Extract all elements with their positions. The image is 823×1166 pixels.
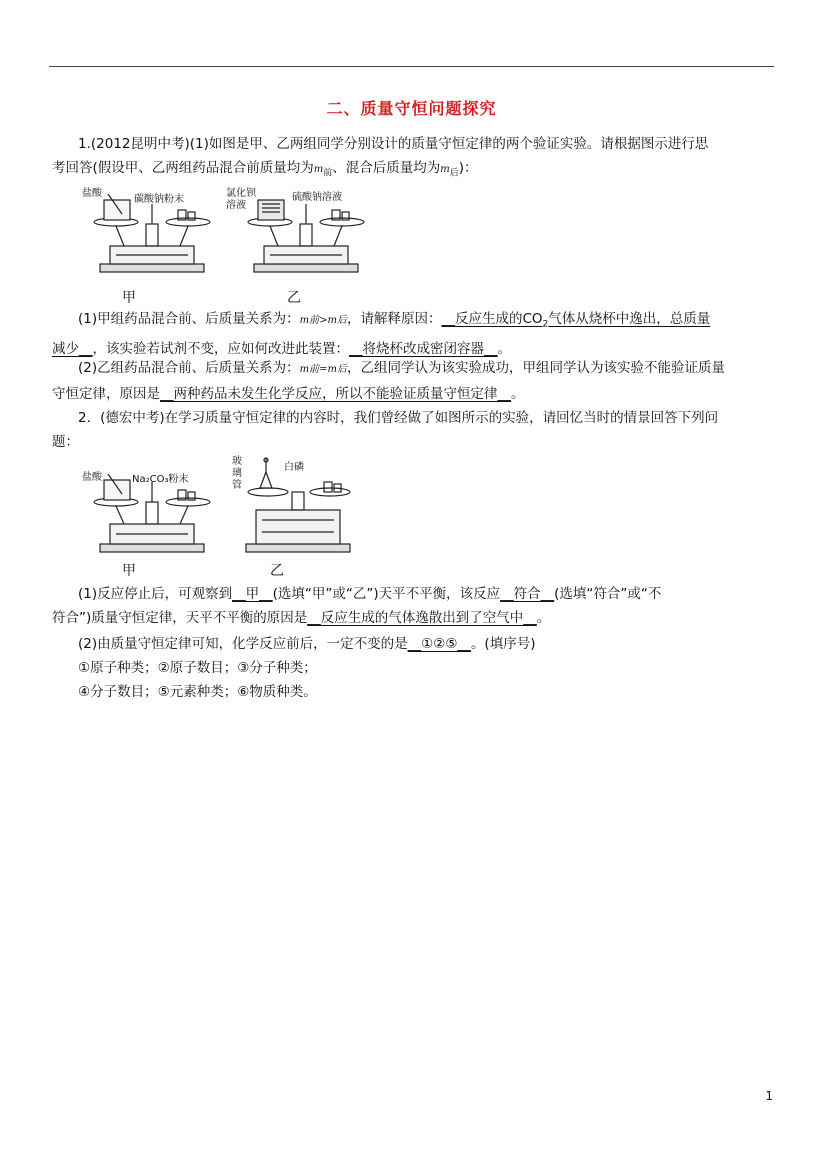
q2-part1-line1: (1)反应停止后，可观察到__甲__(选填“甲”或“乙”)天平不平衡，该反应__符合__(选填“符合”或“不 xyxy=(78,586,662,602)
q1-stem-line1: 1.(2012昆明中考)(1)如图是甲、乙两组同学分别设计的质量守恒定律的两个验证实验。请根据图示进行思 xyxy=(78,136,709,152)
q1-answer-cause: __两种药品未发生化学反应，所以不能验证质量守恒定律__ xyxy=(160,386,511,402)
yi2-label-phosphorus: 白磷 xyxy=(284,462,304,473)
page-number: 1 xyxy=(765,1089,773,1103)
q1-part1-line2: 减少__，该实验若试剂不变，应如何改进此装置：__将烧杯改成密闭容器__。 xyxy=(52,340,511,357)
q2-stem xyxy=(52,406,774,454)
balance-jia xyxy=(94,194,210,272)
q1-figure xyxy=(80,184,380,280)
q2-caption-yi: 乙 xyxy=(270,563,284,579)
q1-answer-reason: __反应生成的$CO_2$气体从烧杯中逸出，总质量 xyxy=(441,311,711,330)
q1-caption-yi: 乙 xyxy=(287,290,301,306)
q2-part2 xyxy=(52,632,774,704)
q1-part1-line1: (1)甲组药品混合前、后质量关系为：m前>m后，请解释原因：__反应生成的$CO_2$气体从烧杯中逸出，总质量 xyxy=(78,311,711,330)
q2-answer-conform: __符合__ xyxy=(500,586,555,602)
jia2-label-hcl: 盐酸 xyxy=(82,472,102,483)
header-rule xyxy=(49,66,774,67)
q1-stem-line2: 考回答(假设甲、乙两组药品混合前质量均为$m_前$、混合后质量均为$m_后$)： xyxy=(52,160,478,179)
q2-part2-line1: (2)由质量守恒定律可知，化学反应前后，一定不变的是__①②⑤__。(填序号) xyxy=(78,636,536,652)
q2-figure xyxy=(80,452,380,558)
q2-part1-line2: 符合”)质量守恒定律，天平不平衡的原因是__反应生成的气体逸散出到了空气中__。 xyxy=(52,610,551,626)
q2-answer-invariants: __①②⑤__ xyxy=(407,636,471,652)
q1-stem xyxy=(52,132,774,186)
jia-label-hcl: 盐酸 xyxy=(82,188,102,199)
balance-yi xyxy=(248,200,364,272)
balance-jia-2 xyxy=(94,474,210,552)
yi-label-na2so4: 硫酸钠溶液 xyxy=(292,192,342,203)
yi-label-solution: 溶液 xyxy=(226,200,246,211)
q2-stem-line2: 题： xyxy=(52,434,79,450)
q2-answer-reason: __反应生成的气体逸散出到了空气中__ xyxy=(307,610,537,626)
q2-caption-jia: 甲 xyxy=(122,563,136,579)
jia-label-na2co3: 碳酸钠粉末 xyxy=(134,194,184,205)
yi-label-bacl2: 氯化钡 xyxy=(226,188,256,199)
q1-answer-reason-end: 减少__ xyxy=(52,340,93,357)
q1-part2-line1: (2)乙组药品混合前、后质量关系为：m前=m后，乙组同学认为该实验成功，甲组同学认为该实验不能验证质量 xyxy=(78,360,725,376)
jia2-label-na2co3: Na₂CO₃粉末 xyxy=(132,474,189,485)
q1-caption-jia: 甲 xyxy=(122,290,136,306)
q1-part2 xyxy=(52,356,774,406)
q2-stem-line1: 2．(德宏中考)在学习质量守恒定律的内容时，我们曾经做了如图所示的实验，请回忆当时的情景回答下列问 xyxy=(78,410,719,426)
q1-part2-line2: 守恒定律，原因是__两种药品未发生化学反应，所以不能验证质量守恒定律__。 xyxy=(52,386,525,402)
q1-part1 xyxy=(52,307,774,361)
q2-part1 xyxy=(52,582,774,630)
q2-options-line1: ①原子种类；②原子数目；③分子种类； xyxy=(78,660,317,676)
q2-answer-which: __甲__ xyxy=(232,586,273,602)
q1-answer-improve: __将烧杯改成密闭容器__ xyxy=(349,340,498,357)
q2-options-line2: ④分子数目；⑤元素种类；⑥物质种类。 xyxy=(78,684,317,700)
section-title: 二、质量守恒问题探究 xyxy=(326,99,497,118)
yi2-label-li: 璃 xyxy=(232,468,242,479)
yi2-label-guan: 管 xyxy=(232,480,242,491)
yi2-label-boli: 玻 xyxy=(232,456,242,467)
